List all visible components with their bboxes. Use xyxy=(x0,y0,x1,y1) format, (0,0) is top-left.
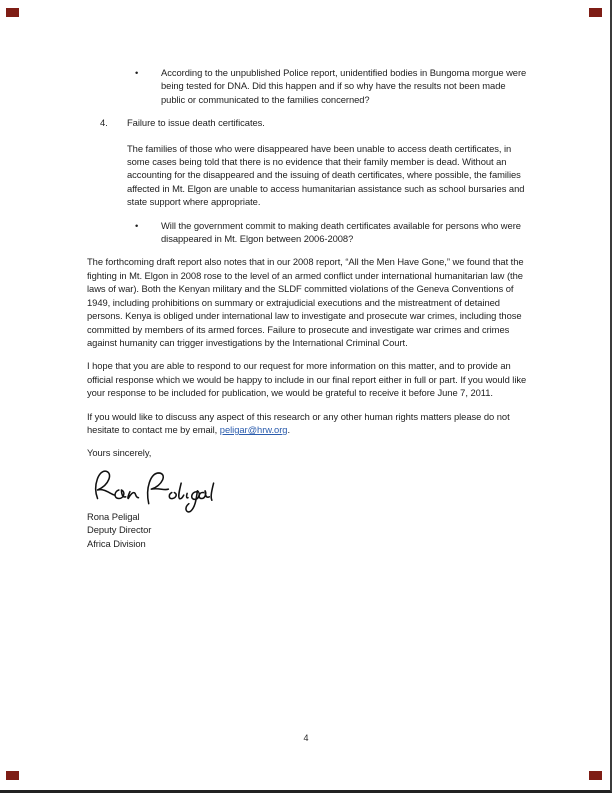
numbered-item-number: 4. xyxy=(100,117,108,129)
email-link[interactable]: peligar@hrw.org xyxy=(219,423,288,435)
numbered-item-4 xyxy=(87,116,529,129)
paragraph-request-response: I hope that you are able to respond to our request for more information on this matter, and to provide an official response which we would be happy to include in our final report either in full or part. If you would like your response to be included for publication, we would be grateful to receive it before June 7, 2011. xyxy=(87,360,527,399)
numbered-item-title: Failure to issue death certificates. xyxy=(127,117,265,129)
page-number: 4 xyxy=(303,733,309,743)
bullet-item-certificates-question xyxy=(87,219,529,246)
paragraph-death-certificates: The families of those who were disappeared have been unable to access death certificates, in some cases being told that there is no evidence that their family member is dead. Without an accounting for the disappeared and the issuing of death certificates, where possible, the families affected in Mt. Elgon are unable to access humanitarian assistance such as school bursaries and state support where appropriate. xyxy=(127,142,525,208)
signature-script-svg xyxy=(89,464,217,516)
corner-mark-bottom-left xyxy=(6,771,19,780)
corner-mark-top-right xyxy=(589,8,602,17)
sender-division: Africa Division xyxy=(87,537,146,549)
contact-text-before: If you would like to discuss any aspect of this research or any other human rights matters please do not hesitate to contact me by email, xyxy=(87,410,510,435)
corner-mark-bottom-right xyxy=(589,771,602,780)
paragraph-forthcoming-report: The forthcoming draft report also notes that in our 2008 report, “All the Men Have Gone,” we found that the fighting in Mt. Elgon in 2008 rose to the level of an armed conflict under international humanitarian law (the laws of war). Both the Kenyan military and the SLDF committed violations of the Geneva Conventions of 1949, including prohibitions on summary or extrajudicial executions and the mistreatment of detained persons. Kenya is obliged under international law to investigate and prosecute war crimes, including those committed by members of its armed forces. Failure to prosecute and investigate war crimes and crimes against humanity can trigger investigations by the International Criminal Court. xyxy=(87,256,524,348)
bullet-glyph: • xyxy=(135,67,139,78)
bullet-text: According to the unpublished Police report, unidentified bodies in Bungoma morgue were being tested for DNA. Did this happen and if so why have the results not been made public or communicated to the families concerned? xyxy=(161,67,527,105)
sender-title: Deputy Director xyxy=(87,524,152,536)
bullet-text: Will the government commit to making death certificates available for persons who were disappeared in Mt. Elgon between 2006-2008? xyxy=(161,219,521,245)
valediction: Yours sincerely, xyxy=(87,447,152,459)
bullet-glyph: • xyxy=(135,219,139,231)
signature-image xyxy=(89,464,529,510)
corner-mark-top-left xyxy=(6,8,19,17)
sender-name: Rona Peligal xyxy=(87,510,140,522)
contact-text-after: . xyxy=(287,423,291,435)
bullet-item-dna xyxy=(87,66,529,106)
letter-body xyxy=(87,66,529,550)
paragraph-contact xyxy=(87,410,529,437)
signature-block xyxy=(87,510,529,550)
